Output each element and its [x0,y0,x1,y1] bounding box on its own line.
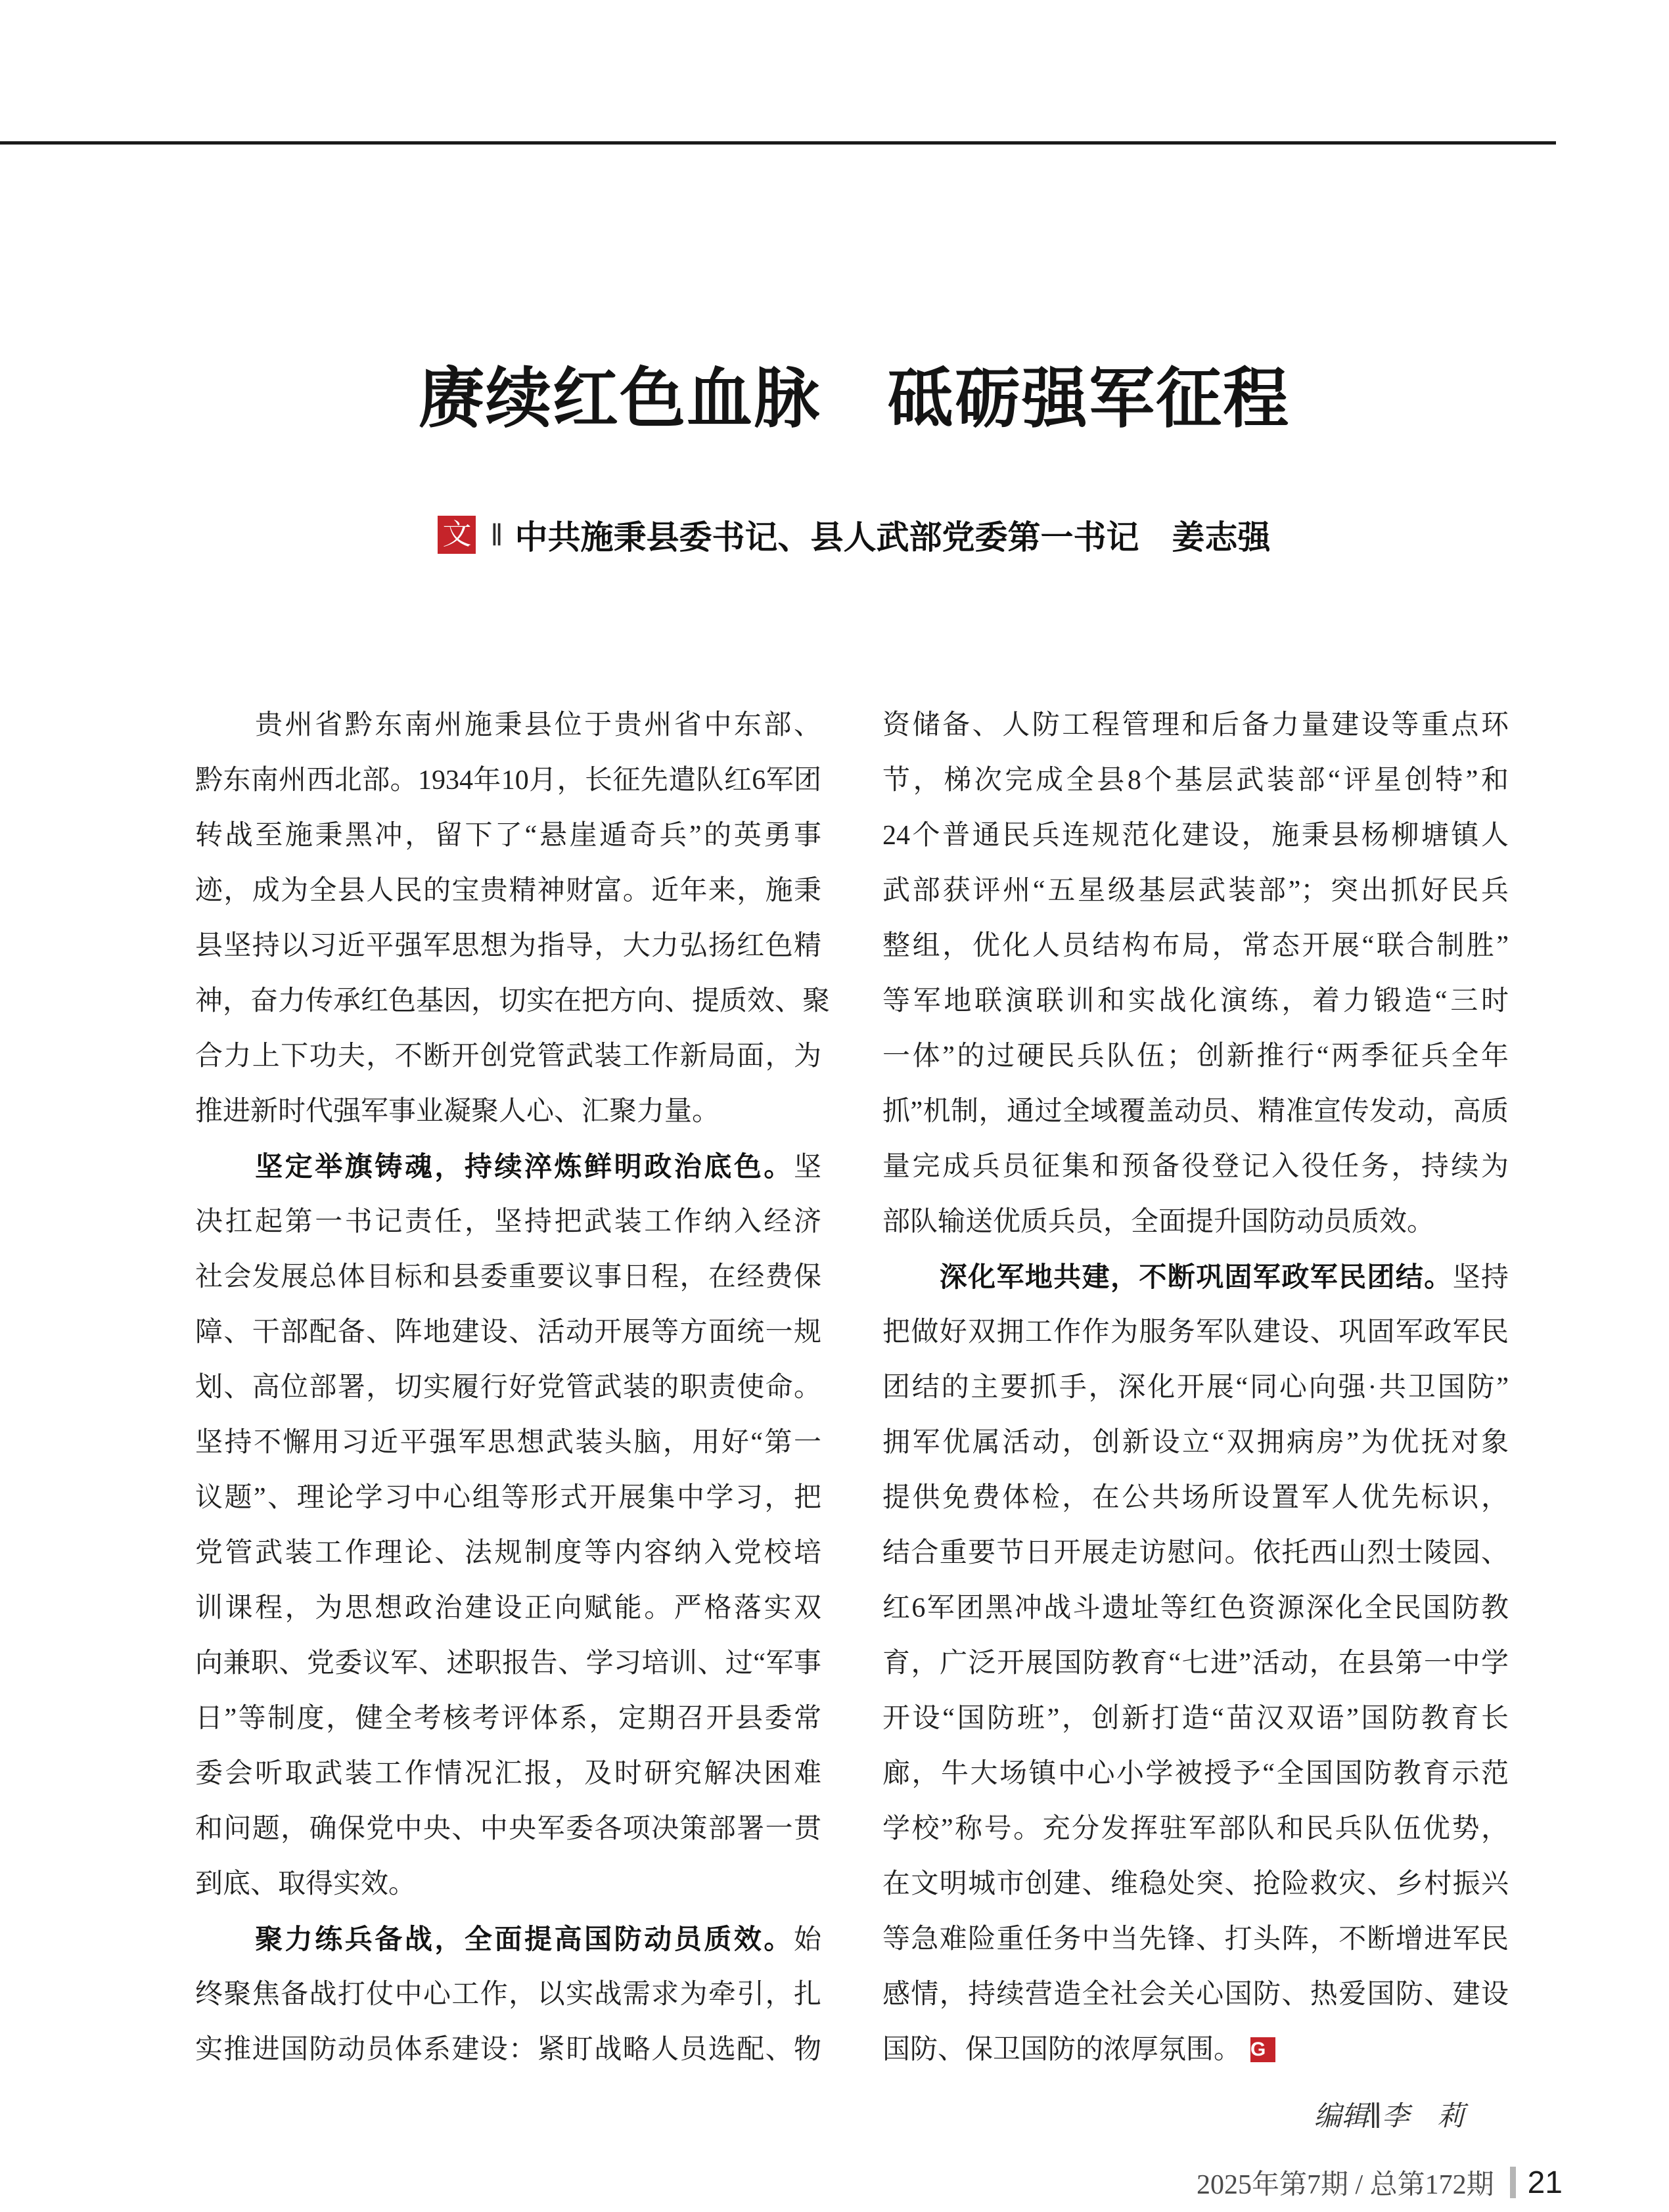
body-line [882,1250,1509,1305]
byline-author-text: 中共施秉县委书记、县人武部党委第一书记 姜志强 [514,519,1271,556]
body-line [882,1305,1509,1360]
paragraph-text: 日”等制度，健全考核考评体系，定期召开县委常 [195,1704,821,1734]
body-line [195,1691,821,1746]
paragraph-text: 贵州省黔东南州施秉县位于贵州省中东部、 [195,710,821,740]
body-line [882,863,1509,918]
body-line [195,1801,821,1857]
body-line [195,1746,821,1801]
paragraph-text: 决扛起第一书记责任，坚持把武装工作纳入经济 [195,1207,821,1237]
body-line [882,1029,1509,1084]
body-line [882,808,1509,863]
body-line [195,1912,821,1967]
body-line [195,1581,821,1636]
body-line [195,808,821,863]
paragraph-text: 等急难险重任务中当先锋、打头阵，不断增进军民 [882,1924,1509,1954]
paragraph-text: 坚持 [1452,1263,1509,1293]
body-line [195,1194,821,1250]
article-title: 赓续红色血脉 砥砺强军征程 [419,362,1290,436]
paragraph-text: 整组，优化人员结构布局，常态开展“联合制胜” [882,931,1509,961]
body-line [195,1636,821,1691]
paragraph-text: 和问题，确保党中央、中央军委各项决策部署一贯 [195,1814,821,1844]
body-line [195,2022,821,2077]
paragraph-text: 学校”称号。充分发挥驻军部队和民兵队伍优势， [882,1814,1509,1844]
paragraph-text: 廊，牛大场镇中心小学被授予“全国国防教育示范 [882,1759,1509,1789]
paragraph-text: 社会发展总体目标和县委重要议事日程，在经费保 [195,1262,821,1292]
body-line [882,1967,1509,2022]
paragraph-text: 障、干部配备、阵地建设、活动开展等方面统一规 [195,1317,821,1347]
paragraph-text: 武部获评州“五星级基层武装部”；突出抓好民兵 [882,876,1509,906]
page-number: 21 [1527,2165,1563,2200]
paragraph-text: 神，奋力传承红色基因，切实在把方向、提质效、聚 [195,986,831,1016]
article-end-mark-icon: G [1250,2037,1275,2062]
paragraph-lead-text: 深化军地共建，不断巩固军政军民团结。 [882,1261,1453,1292]
paragraph-text: 向兼职、党委议军、述职报告、学习培训、过“军事 [195,1648,821,1679]
paragraph-text: 合力上下功夫，不断开创党管武装工作新局面，为 [195,1041,821,1072]
paragraph-text: 红6军团黑冲战斗遗址等红色资源深化全民国防教 [882,1593,1509,1623]
paragraph-text: 县坚持以习近平强军思想为指导，大力弘扬红色精 [195,931,821,961]
paragraph-text: 结合重要节日开展走访慰问。依托西山烈士陵园、 [882,1538,1509,1568]
body-line [882,1746,1509,1801]
body-line [195,1139,821,1194]
paragraph-text: 实推进国防动员体系建设：紧盯战略人员选配、物 [195,2035,821,2065]
body-line [195,1967,821,2022]
paragraph-lead-text: 坚定举旗铸魂，持续淬炼鲜明政治底色。 [195,1151,794,1182]
footer-issue-row [1197,2163,1563,2202]
body-line [882,698,1509,753]
byline-separator: ‖ [490,518,503,552]
paragraph-text: 训课程，为思想政治建设正向赋能。严格落实双 [195,1593,821,1623]
body-line [882,2022,1509,2077]
body-line [195,863,821,918]
body-line [195,698,821,753]
paragraph-text: 坚 [793,1152,821,1183]
body-line [195,1305,821,1360]
footer-separator-bar [1510,2167,1516,2198]
body-line [195,1470,821,1525]
paragraph-text: 开设“国防班”，创新打造“苗汉双语”国防教育长 [882,1704,1509,1734]
paragraph-text: 把做好双拥工作作为服务军队建设、巩固军政军民 [882,1317,1509,1347]
body-line [195,753,821,808]
paragraph-text: 一体”的过硬民兵队伍；创新推行“两季征兵全年 [882,1041,1509,1072]
paragraph-text: 转战至施秉黑冲，留下了“悬崖遁奇兵”的英勇事 [195,821,821,851]
paragraph-text: 抓”机制，通过全域覆盖动员、精准宣传发动，高质 [882,1096,1509,1127]
wen-label-icon: 文 [438,516,476,554]
editor-credit: 编辑∥李 莉 [1314,2102,1465,2132]
body-line [195,1084,821,1139]
paragraph-text: 在文明城市创建、维稳处突、抢险救灾、乡村振兴 [882,1869,1509,1899]
paragraph-text: 资储备、人防工程管理和后备力量建设等重点环 [882,710,1509,740]
body-line [195,974,831,1029]
paragraph-lead-text: 聚力练兵备战，全面提高国防动员质效。 [195,1924,794,1954]
paragraph-text: 育，广泛开展国防教育“七进”活动，在县第一中学 [882,1648,1509,1679]
paragraph-text: 等军地联演联训和实战化演练，着力锻造“三时 [882,986,1509,1016]
body-column-left [195,698,831,2077]
body-line [195,1360,821,1415]
paragraph-text: 黔东南州西北部。1934年10月，长征先遣队红6军团 [195,765,821,796]
paragraph-text: 议题”、理论学习中心组等形式开展集中学习，把 [195,1483,821,1513]
paragraph-text: 坚持不懈用习近平强军思想武装头脑，用好“第一 [195,1428,821,1458]
paragraph-text: 团结的主要抓手，深化开展“同心向强·共卫国防” [882,1372,1509,1403]
paragraph-text: 提供免费体检，在公共场所设置军人优先标识， [882,1483,1509,1513]
paragraph-text: 部队输送优质兵员，全面提升国防动员质效。 [882,1207,1435,1237]
paragraph-text: 推进新时代强军事业凝聚人心、汇聚力量。 [195,1096,720,1127]
paragraph-text: 委会听取武装工作情况汇报，及时研究解决困难 [195,1759,821,1789]
body-line [882,1415,1509,1470]
body-line [882,1139,1509,1194]
paragraph-text: 党管武装工作理论、法规制度等内容纳入党校培 [195,1538,821,1568]
body-line [882,1525,1509,1581]
body-line [882,918,1509,974]
paragraph-text: 量完成兵员征集和预备役登记入役任务，持续为 [882,1152,1509,1182]
paragraph-text: 国防、保卫国防的浓厚氛围。 [882,2035,1242,2065]
paragraph-text: 节，梯次完成全县8个基层武装部“评星创特”和 [882,765,1509,796]
body-line [882,1857,1509,1912]
paragraph-text: 24个普通民兵连规范化建设，施秉县杨柳塘镇人 [882,821,1509,851]
body-line [195,918,821,974]
body-line [882,1581,1509,1636]
body-line [882,1912,1509,1967]
body-line [882,1801,1509,1857]
body-line [195,1250,821,1305]
body-line [195,1415,821,1470]
body-line [882,1194,1509,1250]
paragraph-text: 迹，成为全县人民的宝贵精神财富。近年来，施秉 [195,876,821,906]
body-line [882,1691,1509,1746]
byline [197,511,1511,558]
body-line [195,1029,821,1084]
issue-info: 2025年第7期 / 总第172期 [1196,2170,1494,2200]
body-line [882,974,1509,1029]
paragraph-text: 到底、取得实效。 [195,1869,417,1899]
paragraph-text: 始 [793,1925,821,1955]
body-line [882,1636,1509,1691]
body-line [195,1525,821,1581]
body-line [882,753,1509,808]
paragraph-text: 终聚焦备战打仗中心工作，以实战需求为牵引，扎 [195,1979,821,2010]
body-line [882,1470,1509,1525]
paragraph-text: 划、高位部署，切实履行好党管武装的职责使命。 [195,1372,821,1403]
paragraph-text: 拥军优属活动，创新设立“双拥病房”为优抚对象 [882,1428,1509,1458]
body-line [882,1084,1509,1139]
body-line [882,1360,1509,1415]
body-line [195,1857,821,1912]
header-rule [0,141,1556,145]
paragraph-text: 感情，持续营造全社会关心国防、热爱国防、建设 [882,1979,1509,2010]
body-column-right [882,698,1509,2077]
